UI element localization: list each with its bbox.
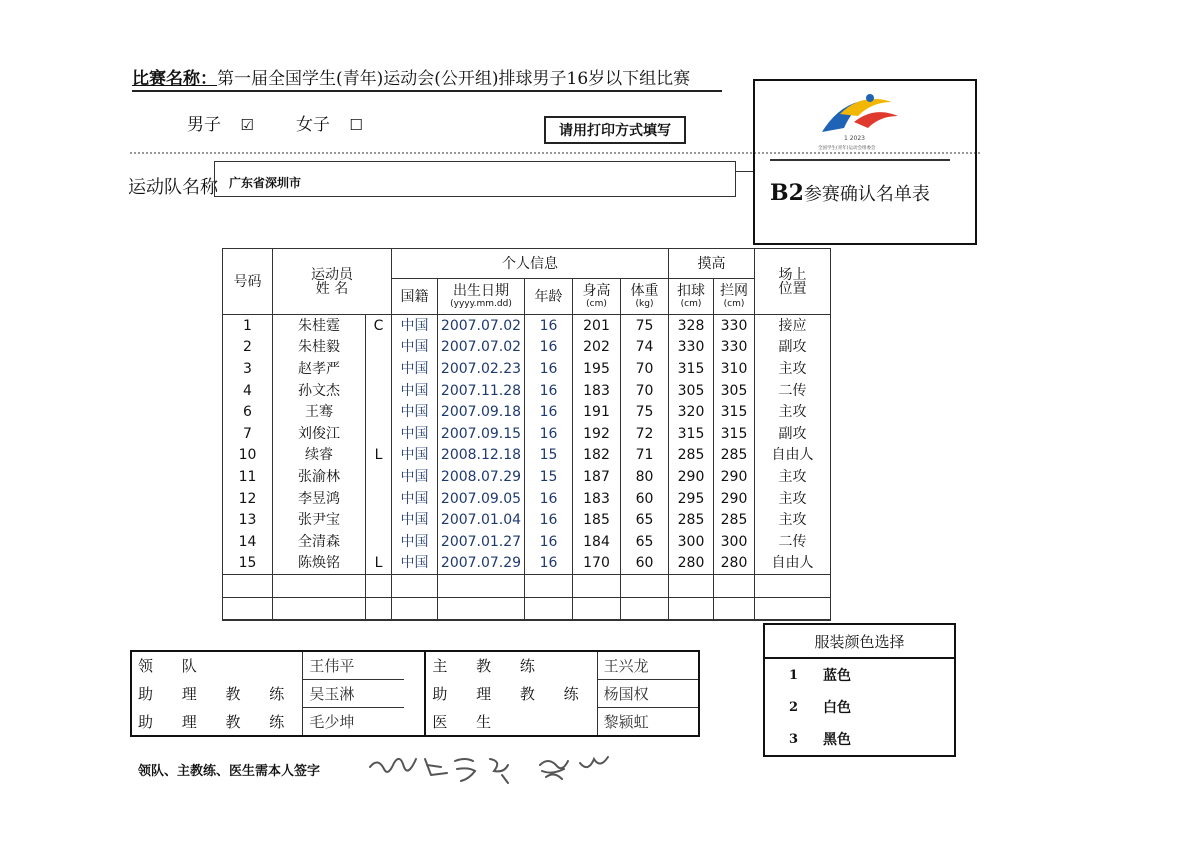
player-birth[interactable]: 2007.07.02 (438, 315, 525, 337)
player-birth[interactable]: 2007.11.28 (438, 380, 525, 402)
doctor-name[interactable]: 黎颍虹 (603, 713, 649, 731)
player-name[interactable]: 李昱鸿 (273, 488, 366, 510)
player-role[interactable] (366, 358, 392, 380)
player-role[interactable] (366, 509, 392, 531)
empty-cell[interactable] (621, 597, 669, 620)
player-height[interactable]: 185 (573, 509, 621, 531)
uniform-title: 服装颜色选择 (764, 624, 955, 658)
player-birth[interactable]: 2007.09.18 (438, 401, 525, 423)
player-birth[interactable]: 2007.01.04 (438, 509, 525, 531)
player-age[interactable]: 15 (525, 445, 573, 467)
uniform-index-2: 2 (788, 699, 799, 715)
player-weight[interactable]: 65 (621, 531, 669, 553)
player-block[interactable]: 290 (714, 466, 755, 488)
header-weight (621, 279, 669, 315)
empty-cell[interactable] (755, 597, 831, 620)
player-nationality[interactable]: 中国 (392, 509, 438, 531)
player-role[interactable] (366, 337, 392, 359)
empty-cell[interactable] (714, 575, 755, 598)
empty-cell[interactable] (366, 575, 392, 598)
player-nationality[interactable]: 中国 (392, 488, 438, 510)
player-number[interactable]: 15 (223, 553, 273, 575)
player-spike[interactable]: 285 (669, 509, 714, 531)
empty-cell[interactable] (755, 575, 831, 598)
header-position (755, 249, 831, 315)
empty-cell[interactable] (366, 597, 392, 620)
player-age[interactable]: 16 (525, 315, 573, 337)
player-spike[interactable]: 315 (669, 423, 714, 445)
table-row (223, 315, 831, 337)
player-role[interactable] (366, 423, 392, 445)
table-row (223, 553, 831, 575)
player-name[interactable]: 陈焕铭 (273, 553, 366, 575)
player-number[interactable]: 10 (223, 445, 273, 467)
player-number[interactable]: 14 (223, 531, 273, 553)
uniform-color-1[interactable]: 蓝色 (823, 668, 851, 684)
uniform-index-1: 1 (788, 667, 799, 683)
player-weight[interactable]: 80 (621, 466, 669, 488)
leader-label: 领 队 (131, 651, 303, 680)
player-role[interactable] (366, 488, 392, 510)
player-birth[interactable]: 2007.07.02 (438, 337, 525, 359)
player-nationality[interactable]: 中国 (392, 423, 438, 445)
title-label: 比赛名称： (132, 69, 217, 89)
empty-cell[interactable] (392, 597, 438, 620)
player-role[interactable] (366, 466, 392, 488)
table-row (223, 401, 831, 423)
player-height[interactable]: 183 (573, 488, 621, 510)
player-height[interactable]: 195 (573, 358, 621, 380)
uniform-color-3[interactable]: 黑色 (823, 732, 851, 748)
player-number[interactable]: 2 (223, 337, 273, 359)
header-number: 号码 (223, 249, 273, 315)
gender-female (296, 110, 363, 135)
player-weight[interactable]: 60 (621, 488, 669, 510)
player-age[interactable]: 16 (525, 509, 573, 531)
player-block[interactable]: 280 (714, 553, 755, 575)
player-name[interactable]: 朱桂毅 (273, 337, 366, 359)
assistant-coach-1-name[interactable]: 吴玉淋 (303, 680, 404, 708)
games-logo (814, 90, 904, 156)
header-block (714, 279, 755, 315)
empty-cell[interactable] (273, 597, 366, 620)
player-spike[interactable]: 280 (669, 553, 714, 575)
empty-cell[interactable] (525, 575, 573, 598)
player-height[interactable]: 202 (573, 337, 621, 359)
player-birth[interactable]: 2007.01.27 (438, 531, 525, 553)
player-nationality[interactable]: 中国 (392, 380, 438, 402)
player-block[interactable]: 290 (714, 488, 755, 510)
player-name[interactable]: 朱桂霆 (273, 315, 366, 337)
player-position[interactable]: 自由人 (755, 445, 831, 467)
table-row (223, 380, 831, 402)
assistant-coach-2-name[interactable]: 杨国权 (597, 680, 699, 708)
female-checkbox[interactable]: ☐ (349, 116, 363, 134)
player-block[interactable]: 305 (714, 380, 755, 402)
player-block[interactable]: 300 (714, 531, 755, 553)
team-label: 运动队名称 (128, 177, 218, 198)
gender-male (187, 110, 254, 135)
player-spike[interactable]: 295 (669, 488, 714, 510)
player-nationality[interactable]: 中国 (392, 445, 438, 467)
player-position[interactable]: 自由人 (755, 553, 831, 575)
empty-cell[interactable] (669, 575, 714, 598)
empty-cell[interactable] (392, 575, 438, 598)
player-role[interactable] (366, 380, 392, 402)
player-name[interactable]: 全清森 (273, 531, 366, 553)
print-note: 请用打印方式填写 (544, 116, 686, 144)
gender-female-label: 女子 (296, 115, 330, 135)
male-checkbox[interactable]: ☑ (240, 116, 254, 134)
header-position-bottom: 位置 (778, 280, 807, 297)
header-nationality: 国籍 (392, 279, 438, 315)
empty-cell[interactable] (273, 575, 366, 598)
header-birth-label: 出生日期 (453, 283, 509, 299)
player-height[interactable]: 182 (573, 445, 621, 467)
player-name[interactable]: 张尹宝 (273, 509, 366, 531)
player-name[interactable]: 张渝林 (273, 466, 366, 488)
player-height[interactable]: 183 (573, 380, 621, 402)
player-name[interactable]: 赵孝严 (273, 358, 366, 380)
player-number[interactable]: 13 (223, 509, 273, 531)
table-row (223, 445, 831, 467)
player-age[interactable]: 16 (525, 488, 573, 510)
player-block[interactable]: 330 (714, 337, 755, 359)
player-height[interactable]: 201 (573, 315, 621, 337)
player-birth[interactable]: 2008.12.18 (438, 445, 525, 467)
officials-table (130, 650, 700, 737)
player-age[interactable]: 16 (525, 380, 573, 402)
player-name[interactable]: 王骞 (273, 401, 366, 423)
empty-cell[interactable] (573, 597, 621, 620)
assistant-coach-2-label: 助 理 教 练 (425, 680, 597, 708)
table-row (223, 466, 831, 488)
header-name-top: 运动员 (311, 266, 353, 283)
player-role[interactable] (366, 531, 392, 553)
player-block[interactable]: 315 (714, 423, 755, 445)
player-number[interactable]: 1 (223, 315, 273, 337)
player-nationality[interactable]: 中国 (392, 315, 438, 337)
player-position[interactable]: 副攻 (755, 337, 831, 359)
player-spike[interactable]: 300 (669, 531, 714, 553)
player-weight[interactable]: 74 (621, 337, 669, 359)
empty-cell[interactable] (573, 575, 621, 598)
table-row (223, 358, 831, 380)
assistant-coach-3-name[interactable]: 毛少坤 (309, 713, 355, 731)
header-spike-unit: (cm) (680, 299, 702, 309)
player-name[interactable]: 刘俊江 (273, 423, 366, 445)
team-name-value: 广东省深圳市 (229, 176, 302, 190)
connector-line (736, 171, 754, 172)
player-height[interactable]: 170 (573, 553, 621, 575)
handwritten-signatures (365, 745, 625, 799)
player-role[interactable] (366, 401, 392, 423)
table-row (223, 337, 831, 359)
player-role[interactable]: L (366, 553, 392, 575)
player-nationality[interactable]: 中国 (392, 337, 438, 359)
player-number[interactable]: 7 (223, 423, 273, 445)
player-number[interactable]: 12 (223, 488, 273, 510)
empty-cell[interactable] (525, 597, 573, 620)
header-weight-unit: (kg) (635, 299, 654, 309)
player-weight[interactable]: 65 (621, 509, 669, 531)
player-name[interactable]: 孙文杰 (273, 380, 366, 402)
player-block[interactable]: 285 (714, 509, 755, 531)
player-spike[interactable]: 328 (669, 315, 714, 337)
player-spike[interactable]: 305 (669, 380, 714, 402)
player-birth[interactable]: 2008.07.29 (438, 466, 525, 488)
player-weight[interactable]: 60 (621, 553, 669, 575)
header-block-label: 拦网 (720, 283, 748, 299)
signature-note: 领队、主教练、医生需本人签字 (138, 764, 321, 779)
player-birth[interactable]: 2007.07.29 (438, 553, 525, 575)
head-coach-label: 主 教 练 (425, 651, 597, 680)
player-position[interactable]: 主攻 (755, 488, 831, 510)
player-weight[interactable]: 72 (621, 423, 669, 445)
header-spike-label: 扣球 (677, 283, 705, 299)
header-spike (669, 279, 714, 315)
empty-row (223, 597, 831, 620)
header-block-unit: (cm) (723, 299, 745, 309)
form-title (770, 180, 930, 206)
player-position[interactable]: 二传 (755, 380, 831, 402)
leader-name[interactable]: 王伟平 (303, 651, 404, 680)
empty-cell[interactable] (438, 575, 525, 598)
empty-cell[interactable] (621, 575, 669, 598)
player-birth[interactable]: 2007.09.15 (438, 423, 525, 445)
player-height[interactable]: 192 (573, 423, 621, 445)
form-title-text: 参赛确认名单表 (803, 184, 930, 205)
player-position[interactable]: 副攻 (755, 423, 831, 445)
player-height[interactable]: 187 (573, 466, 621, 488)
player-nationality[interactable]: 中国 (392, 401, 438, 423)
player-number[interactable]: 3 (223, 358, 273, 380)
uniform-color-2[interactable]: 白色 (823, 700, 851, 716)
uniform-color-table (763, 623, 956, 757)
empty-cell[interactable] (714, 597, 755, 620)
player-name[interactable]: 续睿 (273, 445, 366, 467)
player-spike[interactable]: 330 (669, 337, 714, 359)
player-age[interactable]: 16 (525, 423, 573, 445)
player-weight[interactable]: 70 (621, 358, 669, 380)
header-birth-format: (yyyy.mm.dd) (450, 299, 512, 309)
uniform-index-3: 3 (788, 731, 799, 747)
player-age[interactable]: 16 (525, 337, 573, 359)
player-age[interactable]: 16 (525, 531, 573, 553)
gender-male-label: 男子 (187, 115, 221, 135)
player-height[interactable]: 191 (573, 401, 621, 423)
player-number[interactable]: 4 (223, 380, 273, 402)
player-age[interactable]: 15 (525, 466, 573, 488)
header-position-top: 场上 (778, 266, 807, 283)
player-weight[interactable]: 71 (621, 445, 669, 467)
empty-cell[interactable] (669, 597, 714, 620)
logo-divider (770, 159, 950, 161)
player-number[interactable]: 11 (223, 466, 273, 488)
header-height (573, 279, 621, 315)
header-age: 年龄 (525, 279, 573, 315)
player-block[interactable]: 330 (714, 315, 755, 337)
logo-caption: 全国学生(青年)运动会组委会 (818, 146, 876, 151)
header-birth (438, 279, 525, 315)
player-role[interactable]: C (366, 315, 392, 337)
logo-year-text: 1 2023 (844, 135, 865, 142)
player-birth[interactable]: 2007.09.05 (438, 488, 525, 510)
player-position[interactable]: 主攻 (755, 466, 831, 488)
competition-title (132, 64, 722, 92)
player-position[interactable]: 主攻 (755, 358, 831, 380)
header-personal-info: 个人信息 (392, 249, 669, 279)
doctor-label: 医 生 (425, 708, 597, 737)
head-coach-name[interactable]: 王兴龙 (597, 651, 699, 680)
player-role[interactable]: L (366, 445, 392, 467)
player-weight[interactable]: 75 (621, 315, 669, 337)
player-age[interactable]: 16 (525, 553, 573, 575)
player-nationality[interactable]: 中国 (392, 358, 438, 380)
header-name-bottom: 姓 名 (315, 280, 349, 297)
player-position[interactable]: 主攻 (755, 509, 831, 531)
player-number[interactable]: 6 (223, 401, 273, 423)
table-row (223, 488, 831, 510)
form-code: B2 (770, 180, 804, 206)
empty-cell[interactable] (223, 575, 273, 598)
player-spike[interactable]: 290 (669, 466, 714, 488)
player-age[interactable]: 16 (525, 401, 573, 423)
player-height[interactable]: 184 (573, 531, 621, 553)
player-spike[interactable]: 315 (669, 358, 714, 380)
assistant-coach-3-label: 助 理 教 练 (131, 708, 303, 737)
player-nationality[interactable]: 中国 (392, 553, 438, 575)
player-block[interactable]: 310 (714, 358, 755, 380)
table-row (223, 423, 831, 445)
player-position[interactable]: 二传 (755, 531, 831, 553)
player-spike[interactable]: 320 (669, 401, 714, 423)
roster-body (223, 315, 831, 621)
player-birth[interactable]: 2007.02.23 (438, 358, 525, 380)
player-nationality[interactable]: 中国 (392, 466, 438, 488)
table-row (223, 531, 831, 553)
player-nationality[interactable]: 中国 (392, 531, 438, 553)
header-weight-label: 体重 (630, 283, 659, 299)
player-age[interactable]: 16 (525, 358, 573, 380)
header-height-label: 身高 (582, 283, 611, 299)
player-weight[interactable]: 75 (621, 401, 669, 423)
table-row (223, 509, 831, 531)
roster-table (222, 248, 831, 621)
empty-row (223, 575, 831, 598)
empty-cell[interactable] (438, 597, 525, 620)
player-position[interactable]: 接应 (755, 315, 831, 337)
player-spike[interactable]: 285 (669, 445, 714, 467)
header-reach: 摸高 (669, 249, 755, 279)
player-weight[interactable]: 70 (621, 380, 669, 402)
assistant-coach-1-label: 助 理 教 练 (131, 680, 303, 708)
player-block[interactable]: 285 (714, 445, 755, 467)
header-athlete-name (273, 249, 392, 315)
title-value: 第一届全国学生(青年)运动会(公开组)排球男子16岁以下组比赛 (217, 69, 691, 89)
header-height-unit: (cm) (586, 299, 607, 309)
player-block[interactable]: 315 (714, 401, 755, 423)
player-position[interactable]: 主攻 (755, 401, 831, 423)
empty-cell[interactable] (223, 597, 273, 620)
